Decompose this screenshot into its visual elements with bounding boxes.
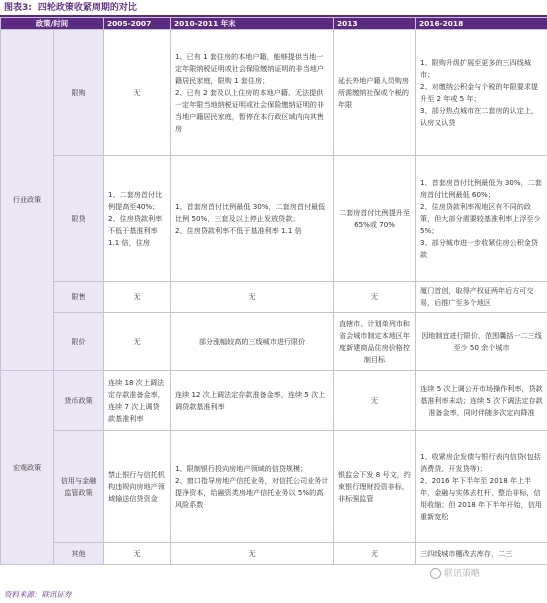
cell-2016-2018: 连续 5 次上调公开市场操作利率，贷款基准利率未动；连续 5 次下调法定存款准备金率，同时伴随多次定向降准	[416, 371, 547, 431]
row-label: 信用与金融监管政策	[54, 431, 104, 543]
cell-2013: 无	[334, 543, 416, 565]
cell-2010-2011: 1、限制银行投向房地产领域的信贷规模； 2、窗口指导房地产信托业务，对信托公司业务计提净资本，给融资类房地产信托业务以 5%的高风险系数	[171, 431, 334, 543]
wechat-icon	[430, 568, 441, 579]
figure-title: 四轮政策收紧周期的对比	[37, 3, 137, 13]
cell-2010-2011: 连续 12 次上调法定存款准备金率，连续 5 次上调贷款基准利率	[171, 371, 334, 431]
cell-2005-2007: 无	[104, 282, 171, 313]
table-row	[1, 313, 547, 371]
header-2010-2011: 2010-2011 年末	[171, 18, 334, 30]
cell-2016-2018: 1、首套房首付比例最低为 30%，二套房首付比例最低 60%； 2、住房贷款利率视地区有不同的政策，但大部分需要较基准利率上浮至少 5%； 3、部分城市进一步收紧住房公积金贷款	[416, 156, 547, 282]
source-note: 资料来源：联讯证券	[4, 590, 72, 599]
cell-2010-2011: 1、首套房首付比例最低 30%，二套房首付最低比例 50%，三套及以上停止发放贷款； 2、住房贷款利率不低于基准利率 1.1 倍	[171, 156, 334, 282]
row-label: 其他	[54, 543, 104, 565]
cell-2010-2011: 无	[171, 543, 334, 565]
cell-2010-2011: 部分涨幅较高的三线城市进行限价	[171, 313, 334, 371]
row-label: 限贷	[54, 156, 104, 282]
cell-2016-2018: 1、收紧房企发债与银行表内信贷(包括消费贷、开发贷等)； 2、2016 年下半年至 2018 年上半年，金融与实体去杠杆，整治非标，信用收缩；但 2018 年下半年开始，信用重新宽松	[416, 431, 547, 543]
header-2005-2007: 2005-2007	[104, 18, 171, 30]
figure-label: 图表3:	[4, 3, 32, 13]
table-row	[1, 156, 547, 282]
table-row	[1, 543, 547, 565]
cell-2013: 直辖市、计划单列市和省会城市制定本地区年度新建商品住房价格控制目标	[334, 313, 416, 371]
watermark: 联讯策略	[430, 566, 480, 579]
row-label: 限售	[54, 282, 104, 313]
figure-caption	[4, 2, 137, 15]
row-label: 货币政策	[54, 371, 104, 431]
cell-2005-2007: 无	[104, 313, 171, 371]
table-row	[1, 30, 547, 156]
header-2013: 2013	[334, 18, 416, 30]
table-row	[1, 431, 547, 543]
table-row	[1, 282, 547, 313]
row-label: 限购	[54, 30, 104, 156]
cell-2016-2018: 因地制宜进行限价，范围囊括一二三线至少 50 余个城市	[416, 313, 547, 371]
cell-2005-2007: 无	[104, 543, 171, 565]
cell-2005-2007: 禁止银行与信托机构违规向房地产领域输送信贷资金	[104, 431, 171, 543]
group-macro-policy: 宏观政策	[1, 371, 54, 565]
cell-2013: 无	[334, 371, 416, 431]
cell-2005-2007: 无	[104, 30, 171, 156]
group-industry-policy: 行业政策	[1, 30, 54, 371]
header-policy-time: 政策/时间	[1, 18, 104, 30]
row-label: 限价	[54, 313, 104, 371]
header-2016-2018: 2016-2018	[416, 18, 547, 30]
cell-2013: 延长外地户籍人员购房所需缴纳社保或个税的年限	[334, 30, 416, 156]
table-header-row	[1, 18, 547, 30]
cell-2016-2018: 1、限购升级扩展至更多的三四线城市； 2、对缴纳公积金与个税的年限要求提升至 2 年或 5 年； 3、部分热点城市在二套房的认定上，认房又认贷	[416, 30, 547, 156]
table-row	[1, 371, 547, 431]
cell-2016-2018: 厦门首创，取得产权证两年后方可交易，后推广至多个地区	[416, 282, 547, 313]
cell-2005-2007: 1、二套房首付比例提高至40%； 2、住房贷款利率不低于基准利率 1.1 倍，住房	[104, 156, 171, 282]
cell-2013: 无	[334, 282, 416, 313]
cell-2010-2011: 1、已有 1 套住房的本地户籍，能够提供当地一定年限纳税证明或社会保险缴纳证明的非当地户籍居民家庭，限购 1 套住房； 2、已有 2 套及以上住房的本地户籍、无法提供一定年限当地纳税证明或社会保险缴纳证明的非当地户籍居民家庭，暂停在本行政区域内向其售房	[171, 30, 334, 156]
cell-2010-2011: 无	[171, 282, 334, 313]
cell-2013: 二套房首付比例提升至 65%或 70%	[334, 156, 416, 282]
cell-2005-2007: 连续 18 次上调法定存款准备金率，连续 7 次上调贷款基准利率	[104, 371, 171, 431]
cell-2016-2018: 三四线城市棚改去库存，二三	[416, 543, 547, 565]
policy-comparison-table	[0, 17, 547, 565]
cell-2013: 银监会下发 8 号文，约束银行理财投资非标，非标强监管	[334, 431, 416, 543]
